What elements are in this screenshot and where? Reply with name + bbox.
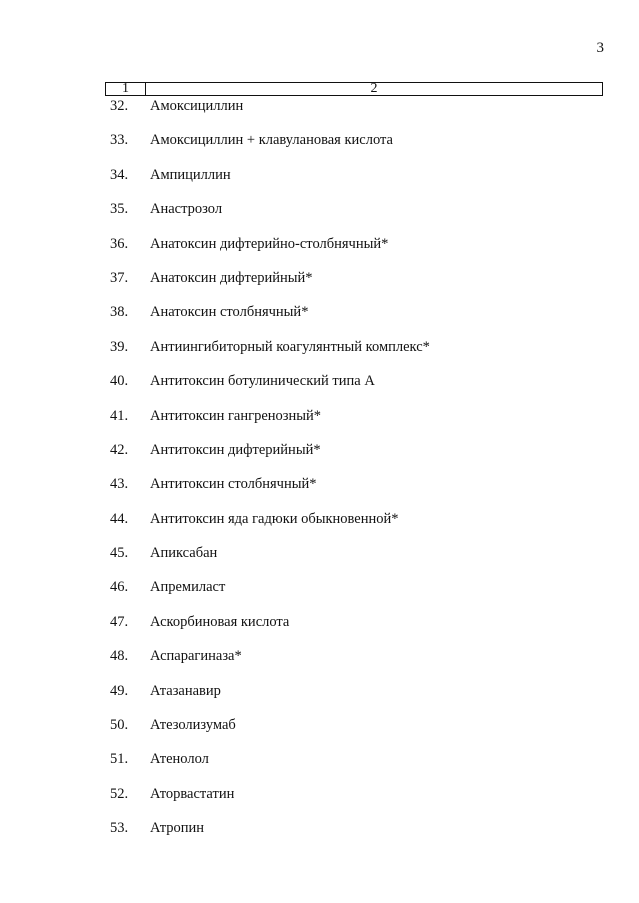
list-item — [110, 545, 609, 579]
list-item — [110, 339, 609, 373]
list-item — [110, 614, 609, 648]
page-number: 3 — [596, 40, 604, 56]
list-item-number: 40. — [110, 373, 129, 390]
list-item-name: Антитоксин ботулинический типа А — [150, 373, 375, 390]
list-item-number: 46. — [110, 579, 129, 596]
list-item-name: Антитоксин дифтерийный* — [150, 441, 321, 458]
list-item-name: Амоксициллин — [150, 98, 244, 114]
list-item-number: 36. — [110, 235, 129, 252]
list-item-name: Атропин — [150, 820, 205, 837]
list-item-number: 33. — [110, 132, 129, 149]
list-item — [110, 132, 609, 166]
list-item-name: Антитоксин столбнячный* — [150, 476, 317, 493]
list-item-number: 51. — [110, 751, 129, 768]
list-item-number: 44. — [110, 510, 129, 527]
table-header-col-1: 1 — [106, 83, 146, 95]
list-item-number: 48. — [110, 648, 129, 665]
list-item-name: Ампициллин — [150, 166, 231, 183]
list-item-name: Атазанавир — [150, 682, 221, 699]
list-item-name: Антиингибиторный коагулянтный комплекс* — [150, 338, 430, 355]
list-item — [110, 270, 609, 304]
list-item — [110, 373, 609, 407]
list-item — [110, 236, 609, 270]
list-item — [110, 648, 609, 682]
list-item-name: Анатоксин дифтерийный* — [150, 269, 313, 286]
list-item-name: Антитоксин гангренозный* — [150, 407, 322, 424]
list-item-name: Амоксициллин + клавулановая кислота — [150, 132, 393, 149]
list-item-name: Анатоксин дифтерийно-столбнячный* — [150, 235, 389, 252]
list-item — [110, 683, 609, 717]
drug-list — [110, 98, 609, 855]
table-header-col-2: 2 — [370, 81, 378, 96]
list-item-name: Антитоксин яда гадюки обыкновенной* — [150, 510, 399, 527]
list-item — [110, 717, 609, 751]
list-item-name: Анатоксин столбнячный* — [150, 304, 309, 321]
list-item — [110, 786, 609, 820]
list-item — [110, 408, 609, 442]
list-item — [110, 751, 609, 785]
list-item — [110, 511, 609, 545]
list-item-name: Аспарагиназа* — [150, 648, 242, 665]
list-item-name: Атенолол — [150, 751, 209, 768]
list-item — [110, 476, 609, 510]
list-item-number: 34. — [110, 166, 129, 183]
list-item — [110, 167, 609, 201]
list-item — [110, 442, 609, 476]
list-item-name: Апремиласт — [150, 579, 226, 596]
list-item-number: 38. — [110, 304, 129, 321]
list-item-name: Аторвастатин — [150, 785, 235, 802]
list-item-number: 35. — [110, 201, 129, 218]
list-item-name: Анастрозол — [150, 201, 223, 218]
list-item — [110, 201, 609, 235]
list-item-number: 41. — [110, 407, 129, 424]
list-item-number: 39. — [110, 338, 129, 355]
list-item-number: 45. — [110, 545, 129, 562]
list-item-number: 47. — [110, 613, 129, 630]
list-item — [110, 579, 609, 613]
list-item — [110, 304, 609, 338]
list-item-name: Апиксабан — [150, 545, 218, 562]
list-item — [110, 98, 609, 132]
list-item-number: 32. — [110, 98, 129, 114]
list-item-name: Атезолизумаб — [150, 717, 236, 734]
list-item-number: 53. — [110, 820, 129, 837]
table-header — [105, 82, 603, 96]
list-item — [110, 820, 609, 854]
list-item-number: 50. — [110, 717, 129, 734]
list-item-number: 49. — [110, 682, 129, 699]
list-item-number: 37. — [110, 269, 129, 286]
list-item-number: 43. — [110, 476, 129, 493]
list-item-number: 42. — [110, 441, 129, 458]
list-item-number: 52. — [110, 785, 129, 802]
list-item-name: Аскорбиновая кислота — [150, 613, 290, 630]
